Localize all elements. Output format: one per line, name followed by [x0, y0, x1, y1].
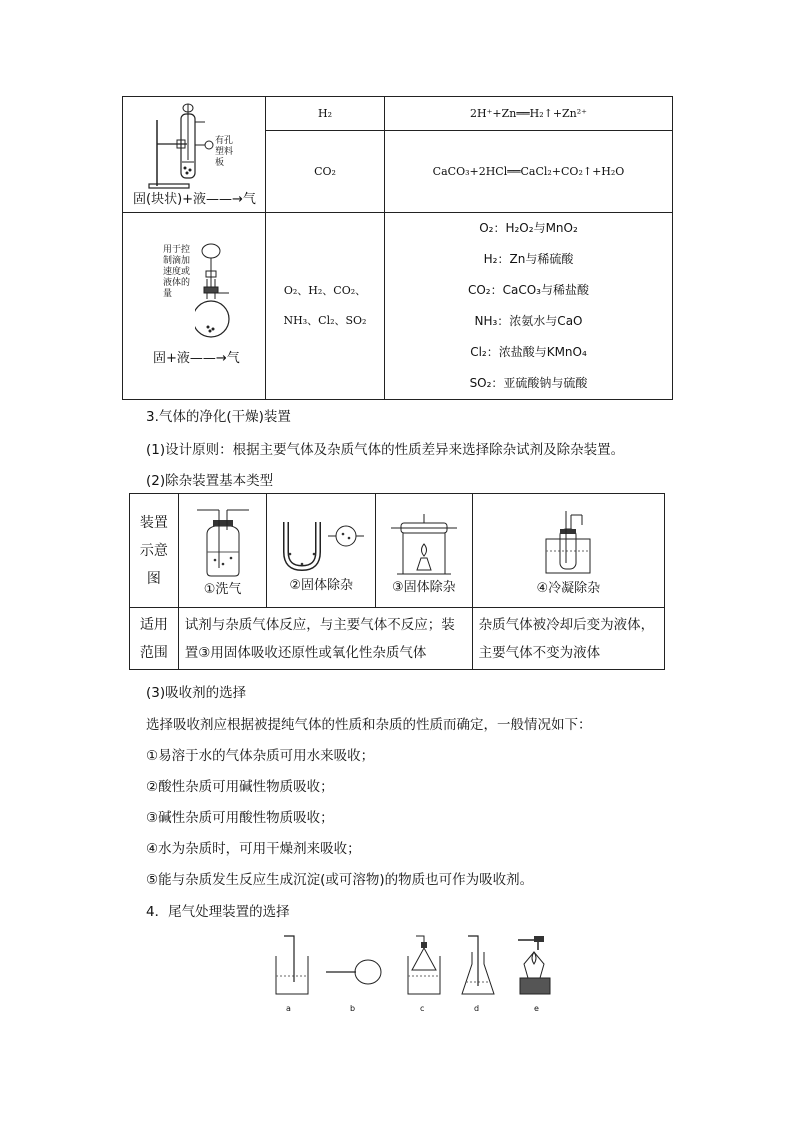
heated-tube-icon [389, 510, 459, 576]
gas-cell-co2: CO₂ [266, 131, 385, 213]
u-tube-cell [267, 494, 376, 608]
apparatus-cell-2 [123, 213, 266, 400]
gas-cell-h2: H₂ [266, 97, 385, 131]
reagent-co2: CO₂：CaCO₃与稀盐酸 [467, 283, 589, 297]
tail-gas-diagrams [268, 934, 568, 1016]
apparatus-cell-1 [123, 97, 266, 213]
purification-table [129, 493, 665, 670]
caption-solid-1: ②固体除杂 [289, 578, 354, 593]
absorbent-intro: 选择吸收剂应根据被提纯气体的性质和杂质的性质而确定，一般情况如下： [146, 717, 592, 733]
scope-left-cell: 试剂与杂质气体反应，与主要气体不反应；装 置③用固体吸收还原性或氧化性杂质气体 [178, 608, 472, 670]
caption-solid-2: ③固体除杂 [392, 580, 456, 595]
beaker-tube-icon [272, 934, 312, 998]
reagent-h2: H₂：Zn与稀硫酸 [483, 252, 574, 266]
caption-condense: ④冷凝除杂 [536, 581, 601, 596]
absorbent-heading: (3)吸收剂的选择 [146, 685, 247, 701]
label-b: b [350, 1004, 356, 1013]
equation-cell-co2: CaCO₃+2HCl══CaCl₂+CO₂↑+H₂O [385, 131, 673, 213]
flask-funnel-apparatus-icon [195, 243, 255, 343]
u-tube-drying-tube-icon [276, 514, 366, 574]
section3-p1: (1)设计原则：根据主要气体及杂质气体的性质差异来选择除杂试剂及除杂装置。 [146, 442, 625, 458]
label-e: e [534, 1004, 539, 1013]
wash-bottle-icon [193, 508, 253, 578]
wash-bottle-cell [178, 494, 267, 608]
absorbent-item-1: ①易溶于水的气体杂质可用水来吸收； [146, 748, 375, 764]
absorbent-item-4: ④水为杂质时，可用干燥剂来吸收； [146, 841, 361, 857]
equation-cell-h2: 2H⁺+Zn══H₂↑+Zn²⁺ [385, 97, 673, 131]
reagent-cl2: Cl₂：浓盐酸与KMnO₄ [470, 345, 587, 359]
gas-list-line-1: O₂、H₂、CO₂、 [283, 284, 367, 297]
heated-tube-cell [376, 494, 473, 608]
apparatus-note-2: 用于控 制滴加 速度或 液体的 量 [163, 245, 191, 299]
table2-header-diagram: 装置 示意 图 [130, 494, 179, 608]
apparatus-note-1: 有孔 塑料 板 [215, 135, 234, 168]
tail-gas-heading: 4．尾气处理装置的选择 [146, 904, 290, 920]
caption-wash: ①洗气 [203, 582, 242, 597]
apparatus-caption-2: 固+液——→气 [153, 351, 240, 366]
cold-trap-icon [538, 509, 598, 577]
label-a: a [286, 1004, 291, 1013]
absorbent-item-5: ⑤能与杂质发生反应生成沉淀(或可溶物)的物质也可作为吸收剂。 [146, 872, 534, 888]
reagent-o2: O₂：H₂O₂与MnO₂ [479, 221, 578, 235]
gas-list-line-2: NH₃、Cl₂、SO₂ [283, 314, 367, 327]
table2-header-scope: 适用 范围 [130, 608, 179, 670]
apparatus-caption-1: 固(块状)+液——→气 [133, 191, 256, 207]
reagent-so2: SO₂：亚硫酸钠与硫酸 [469, 376, 588, 390]
reagent-nh3: NH₃：浓氨水与CaO [474, 314, 583, 328]
gas-list-cell [266, 213, 385, 400]
scope-right-cell: 杂质气体被冷却后变为液体， 主要气体不变为液体 [472, 608, 664, 670]
absorbent-item-3: ③碱性杂质可用酸性物质吸收； [146, 810, 334, 826]
burner-icon [514, 934, 558, 998]
section3-p2: (2)除杂装置基本类型 [146, 473, 274, 489]
balloon-bag-icon [324, 954, 384, 990]
absorbent-item-2: ②酸性杂质可用碱性物质吸收； [146, 779, 334, 795]
funnel-beaker-icon [404, 934, 444, 998]
section3-heading: 3.气体的净化(干燥)装置 [146, 409, 291, 425]
label-c: c [420, 1004, 425, 1013]
gas-generation-table [122, 96, 673, 400]
flask-tube-icon [458, 934, 498, 998]
reagents-cell [385, 213, 673, 400]
condenser-cell [472, 494, 664, 608]
label-d: d [474, 1004, 480, 1013]
